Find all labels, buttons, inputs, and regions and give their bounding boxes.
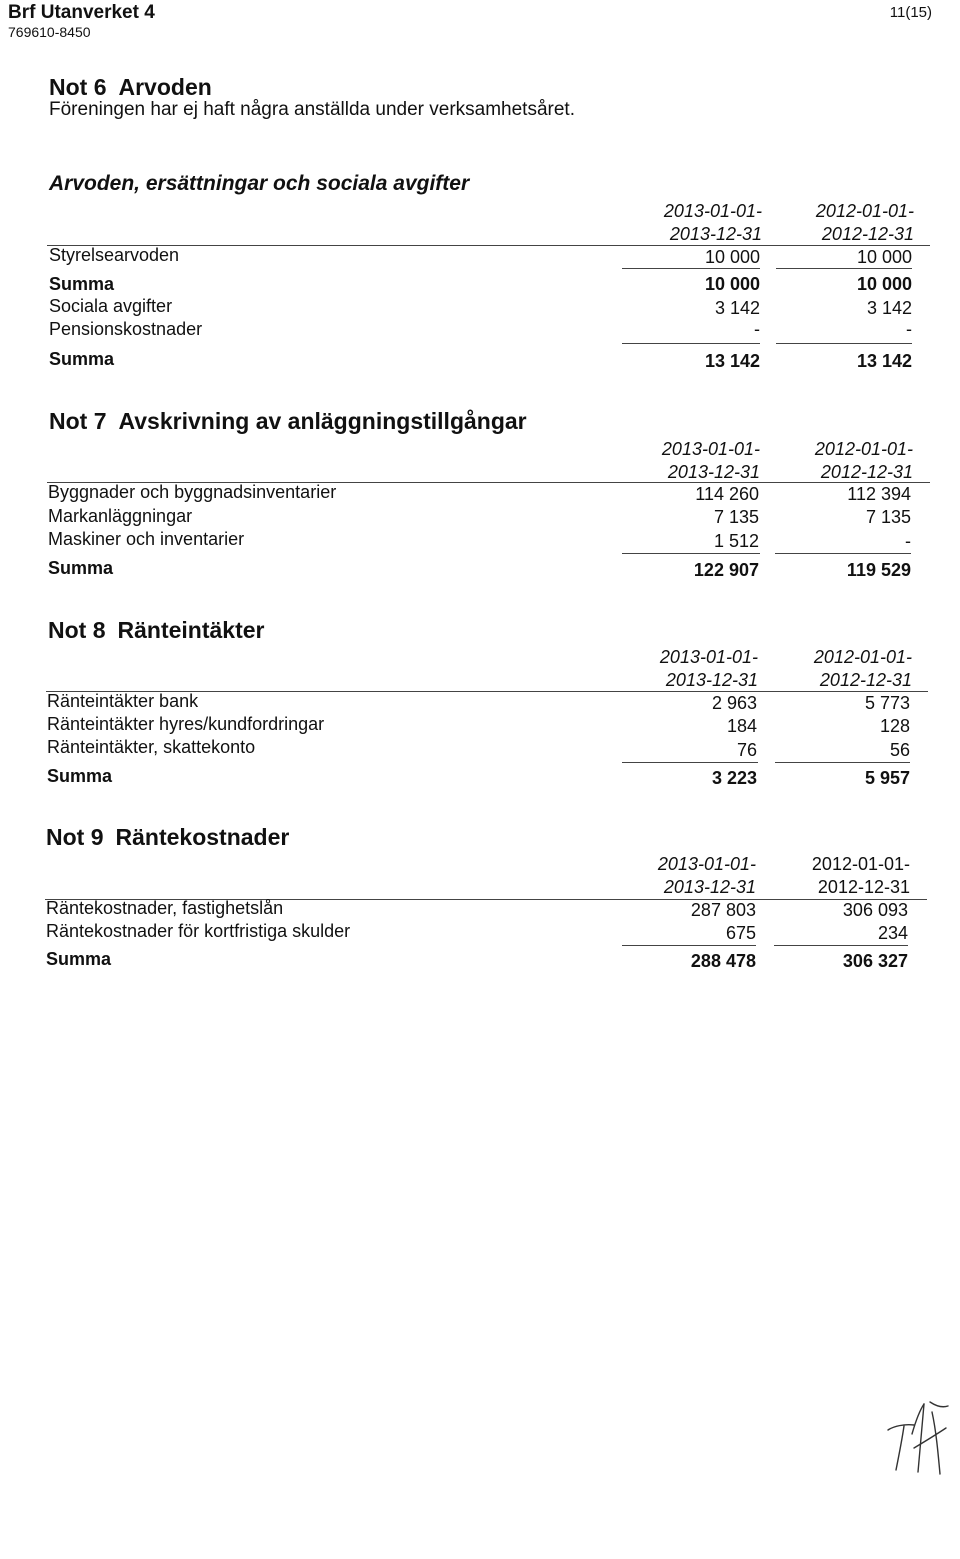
value-current: 675: [725, 923, 756, 943]
value-current: 10 000: [704, 247, 760, 267]
column-header-current-start: 2013-01-01-: [657, 854, 756, 874]
row-label: Räntekostnader för kortfristiga skulder: [46, 921, 351, 941]
note-title: Arvoden: [118, 74, 212, 100]
value-current: 287 803: [690, 900, 756, 920]
column-header-current-end: 2013-12-31: [665, 670, 758, 690]
note-title: Ränteintäkter: [117, 617, 265, 643]
row-label: Ränteintäkter hyres/kundfordringar: [47, 714, 325, 734]
value-current: 76: [736, 740, 757, 760]
note-number: Not 8: [48, 617, 106, 643]
column-header-previous-end: 2012-12-31: [819, 670, 912, 690]
column-header-previous-start: 2012-01-01-: [814, 439, 913, 459]
row-label: Räntekostnader, fastighetslån: [46, 898, 284, 918]
value-previous: 7 135: [865, 507, 911, 527]
value-current: 114 260: [695, 484, 759, 504]
note-9-heading: [46, 824, 289, 851]
row-label: Byggnader och byggnadsinventarier: [48, 482, 337, 502]
note-number: Not 6: [49, 74, 107, 100]
value-previous: 13 142: [856, 351, 912, 371]
row-label: Sociala avgifter: [49, 296, 173, 316]
value-current: 3 142: [714, 298, 760, 318]
note-7-heading: [49, 408, 527, 435]
value-previous: 306 327: [842, 951, 908, 971]
value-previous: 306 093: [842, 900, 908, 920]
column-header-previous-start: 2012-01-01-: [815, 201, 914, 221]
value-current: 7 135: [713, 507, 759, 527]
value-current: 10 000: [704, 274, 760, 294]
handwritten-initials-signature: [884, 1400, 952, 1478]
value-previous: 128: [879, 716, 910, 736]
column-header-previous-end: 2012-12-31: [820, 462, 913, 482]
column-header-current-start: 2013-01-01-: [663, 201, 762, 221]
row-label: Pensionskostnader: [49, 319, 203, 339]
sum-rule: [622, 268, 760, 269]
sum-rule: [775, 762, 910, 763]
row-label-sum: Summa: [49, 349, 115, 369]
value-current: 3 223: [711, 768, 757, 788]
column-header-current-end: 2013-12-31: [669, 224, 762, 244]
value-current: -: [754, 319, 760, 339]
note-number: Not 9: [46, 824, 104, 850]
page-number: 11(15): [889, 4, 932, 21]
sum-rule: [776, 343, 912, 344]
value-previous: 5 957: [864, 768, 910, 788]
value-current: 1 512: [713, 531, 759, 551]
value-current: 13 142: [704, 351, 760, 371]
column-header-current-start: 2013-01-01-: [661, 439, 760, 459]
sum-rule: [622, 945, 756, 946]
row-label-sum: Summa: [49, 274, 115, 294]
row-label-sum: Summa: [47, 766, 113, 786]
column-header-previous-start: 2012-01-01-: [811, 854, 910, 874]
value-previous: 234: [877, 923, 908, 943]
value-previous: -: [905, 531, 911, 551]
row-label-sum: Summa: [48, 558, 114, 578]
note-6-text: Föreningen har ej haft några anställda under verksamhetsåret.: [49, 99, 575, 120]
column-header-current-start: 2013-01-01-: [659, 647, 758, 667]
value-previous: 3 142: [866, 298, 912, 318]
sum-rule: [622, 343, 760, 344]
note-6-heading: [49, 74, 212, 101]
row-label: Maskiner och inventarier: [48, 529, 245, 549]
column-header-current-end: 2013-12-31: [667, 462, 760, 482]
row-label: Styrelsearvoden: [49, 245, 180, 265]
sum-rule: [776, 268, 912, 269]
value-current: 184: [726, 716, 757, 736]
row-label: Markanläggningar: [48, 506, 193, 526]
note-number: Not 7: [49, 408, 107, 434]
value-previous: 10 000: [856, 247, 912, 267]
note-8-heading: [48, 617, 264, 644]
row-label: Ränteintäkter, skattekonto: [47, 737, 256, 757]
sum-rule: [775, 553, 911, 554]
value-current: 122 907: [693, 560, 759, 580]
note-title: Räntekostnader: [115, 824, 290, 850]
column-header-previous-start: 2012-01-01-: [813, 647, 912, 667]
column-header-current-end: 2013-12-31: [663, 877, 756, 897]
header-rule: [47, 245, 930, 246]
value-previous: 119 529: [846, 560, 911, 580]
note-6-subtitle: Arvoden, ersättningar och sociala avgifter: [49, 172, 470, 195]
column-header-previous-end: 2012-12-31: [821, 224, 914, 244]
value-current: 288 478: [690, 951, 756, 971]
value-previous: -: [906, 319, 912, 339]
sum-rule: [622, 553, 760, 554]
column-header-previous-end: 2012-12-31: [817, 877, 910, 897]
value-current: 2 963: [711, 693, 757, 713]
note-title: Avskrivning av anläggningstillgångar: [118, 408, 527, 434]
row-label-sum: Summa: [46, 949, 112, 969]
sum-rule: [622, 762, 758, 763]
value-previous: 56: [889, 740, 910, 760]
value-previous: 112 394: [847, 484, 911, 504]
organization-name: Brf Utanverket 4: [8, 2, 155, 23]
value-previous: 10 000: [856, 274, 912, 294]
row-label: Ränteintäkter bank: [47, 691, 199, 711]
organization-number: 769610-8450: [8, 24, 91, 40]
sum-rule: [774, 945, 908, 946]
value-previous: 5 773: [864, 693, 910, 713]
